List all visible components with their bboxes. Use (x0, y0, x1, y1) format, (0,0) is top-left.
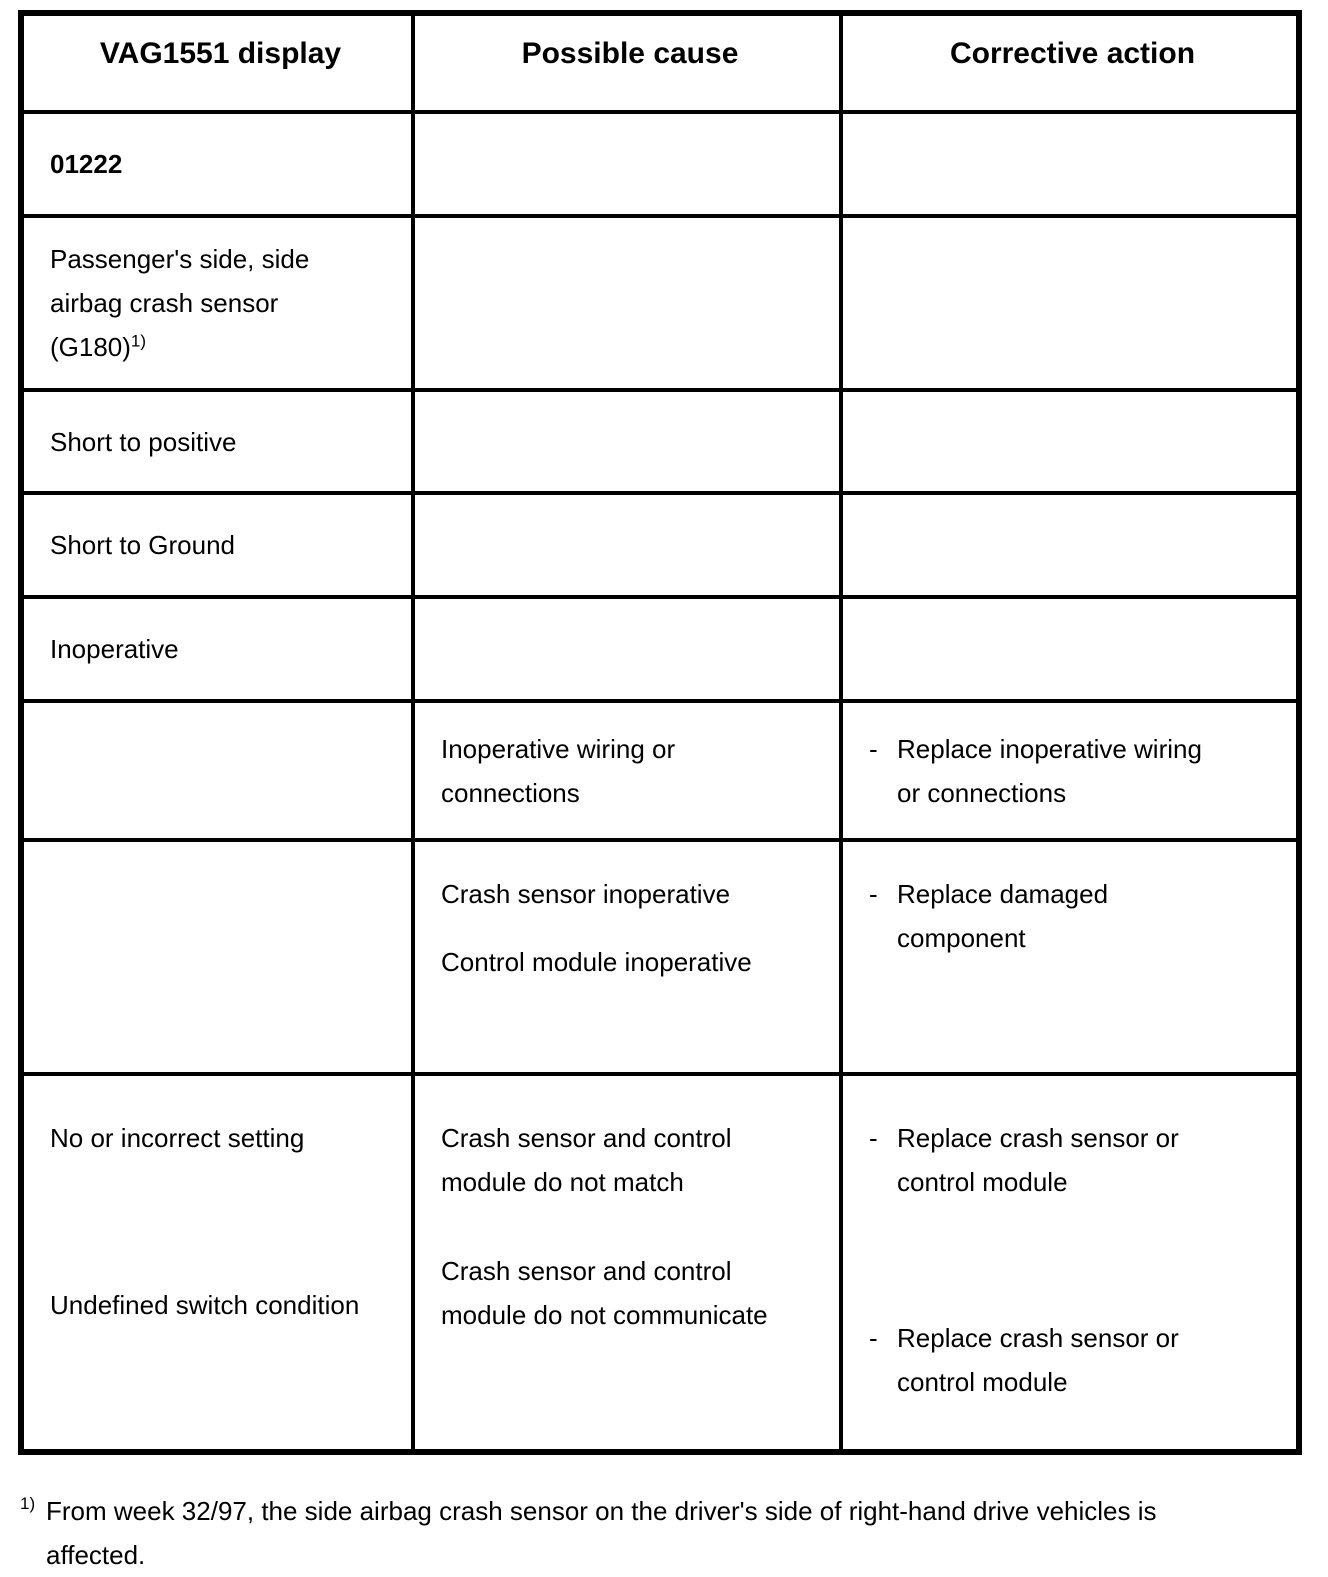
settings-action-2 (869, 1316, 1276, 1404)
crash-module-action-line2: component (897, 923, 1026, 953)
settings-action2-line2: control module (897, 1367, 1068, 1397)
row-dtc-code (21, 112, 1299, 216)
row-settings (21, 1074, 1299, 1452)
empty-cell (841, 112, 1299, 216)
header-corrective-action: Corrective action (841, 13, 1299, 112)
wiring-cause-line2: connections (441, 777, 580, 808)
component-ref: (G180) (50, 332, 131, 362)
short-to-ground-cell (21, 493, 413, 597)
empty-cell (413, 112, 841, 216)
empty-cell (413, 493, 841, 597)
wiring-cause-line1: Inoperative wiring or (441, 733, 676, 764)
settings-cause2-line2: module do not communicate (441, 1300, 768, 1330)
header-vag1551-display: VAG1551 display (21, 13, 413, 112)
settings-cause1-line2: module do not match (441, 1167, 684, 1197)
footnote-marker: 1) (20, 1494, 36, 1513)
undefined-switch-condition-label: Undefined switch condition (50, 1290, 360, 1320)
crash-module-action-line1: Replace damaged (897, 879, 1109, 909)
footnote (20, 1489, 1308, 1577)
empty-cell (21, 840, 413, 1074)
dtc-code-cell (21, 112, 413, 216)
settings-display-cell (21, 1074, 413, 1452)
empty-cell (413, 597, 841, 701)
control-module-inoperative-label: Control module inoperative (441, 947, 752, 977)
inoperative-label: Inoperative (50, 634, 179, 664)
row-wiring (21, 701, 1299, 840)
settings-cause-cell (413, 1074, 841, 1452)
settings-action-cell (841, 1074, 1299, 1452)
inoperative-cell (21, 597, 413, 701)
component-line1: Passenger's side, side (50, 244, 310, 274)
short-to-ground-label: Short to Ground (50, 530, 235, 560)
footnote-line1: From week 32/97, the side airbag crash sensor on the driver's side of right-hand drive vehicles is (46, 1496, 1157, 1526)
empty-cell (841, 597, 1299, 701)
row-component (21, 216, 1299, 390)
row-short-to-ground (21, 493, 1299, 597)
no-incorrect-setting-label: No or incorrect setting (50, 1123, 305, 1153)
short-to-positive-label: Short to positive (50, 426, 237, 457)
wiring-action (869, 727, 1276, 815)
settings-action1-line2: control module (897, 1167, 1068, 1197)
empty-cell (841, 216, 1299, 390)
dash-bullet: - (869, 1123, 878, 1153)
empty-cell (21, 701, 413, 840)
component-line2: airbag crash sensor (50, 288, 279, 318)
footnote-text (46, 1489, 1308, 1577)
dash-bullet: - (869, 1323, 878, 1353)
manual-page (0, 10, 1328, 1570)
footnote-marker-superscript: 1) (130, 331, 147, 351)
row-short-to-positive (21, 390, 1299, 493)
row-crash-module (21, 840, 1299, 1074)
crash-sensor-inoperative-label: Crash sensor inoperative (441, 879, 731, 909)
empty-cell (841, 493, 1299, 597)
wiring-action-cell (841, 701, 1299, 840)
empty-cell (413, 216, 841, 390)
crash-module-action (869, 872, 1276, 960)
table-header-row (21, 13, 1299, 112)
dash-bullet: - (869, 733, 878, 764)
component-ref-line (50, 325, 391, 369)
settings-action2-line1: Replace crash sensor or (897, 1323, 1179, 1353)
empty-cell (841, 390, 1299, 493)
crash-module-action-cell (841, 840, 1299, 1074)
crash-module-cause-cell (413, 840, 841, 1074)
footnote-line2: affected. (46, 1540, 146, 1570)
wiring-action-line1: Replace inoperative wiring (897, 733, 1202, 764)
diagnostic-table (18, 10, 1302, 1455)
short-to-positive-cell (21, 390, 413, 493)
header-possible-cause: Possible cause (413, 13, 841, 112)
row-inoperative (21, 597, 1299, 701)
wiring-action-line2: or connections (897, 777, 1067, 808)
dash-bullet: - (869, 879, 878, 909)
settings-cause1-line1: Crash sensor and control (441, 1123, 732, 1153)
empty-cell (413, 390, 841, 493)
settings-action-1 (869, 1116, 1276, 1204)
component-cell (21, 216, 413, 390)
settings-cause2-line1: Crash sensor and control (441, 1256, 732, 1286)
wiring-cause-cell (413, 701, 841, 840)
dtc-code: 01222 (50, 149, 123, 179)
settings-action1-line1: Replace crash sensor or (897, 1123, 1179, 1153)
